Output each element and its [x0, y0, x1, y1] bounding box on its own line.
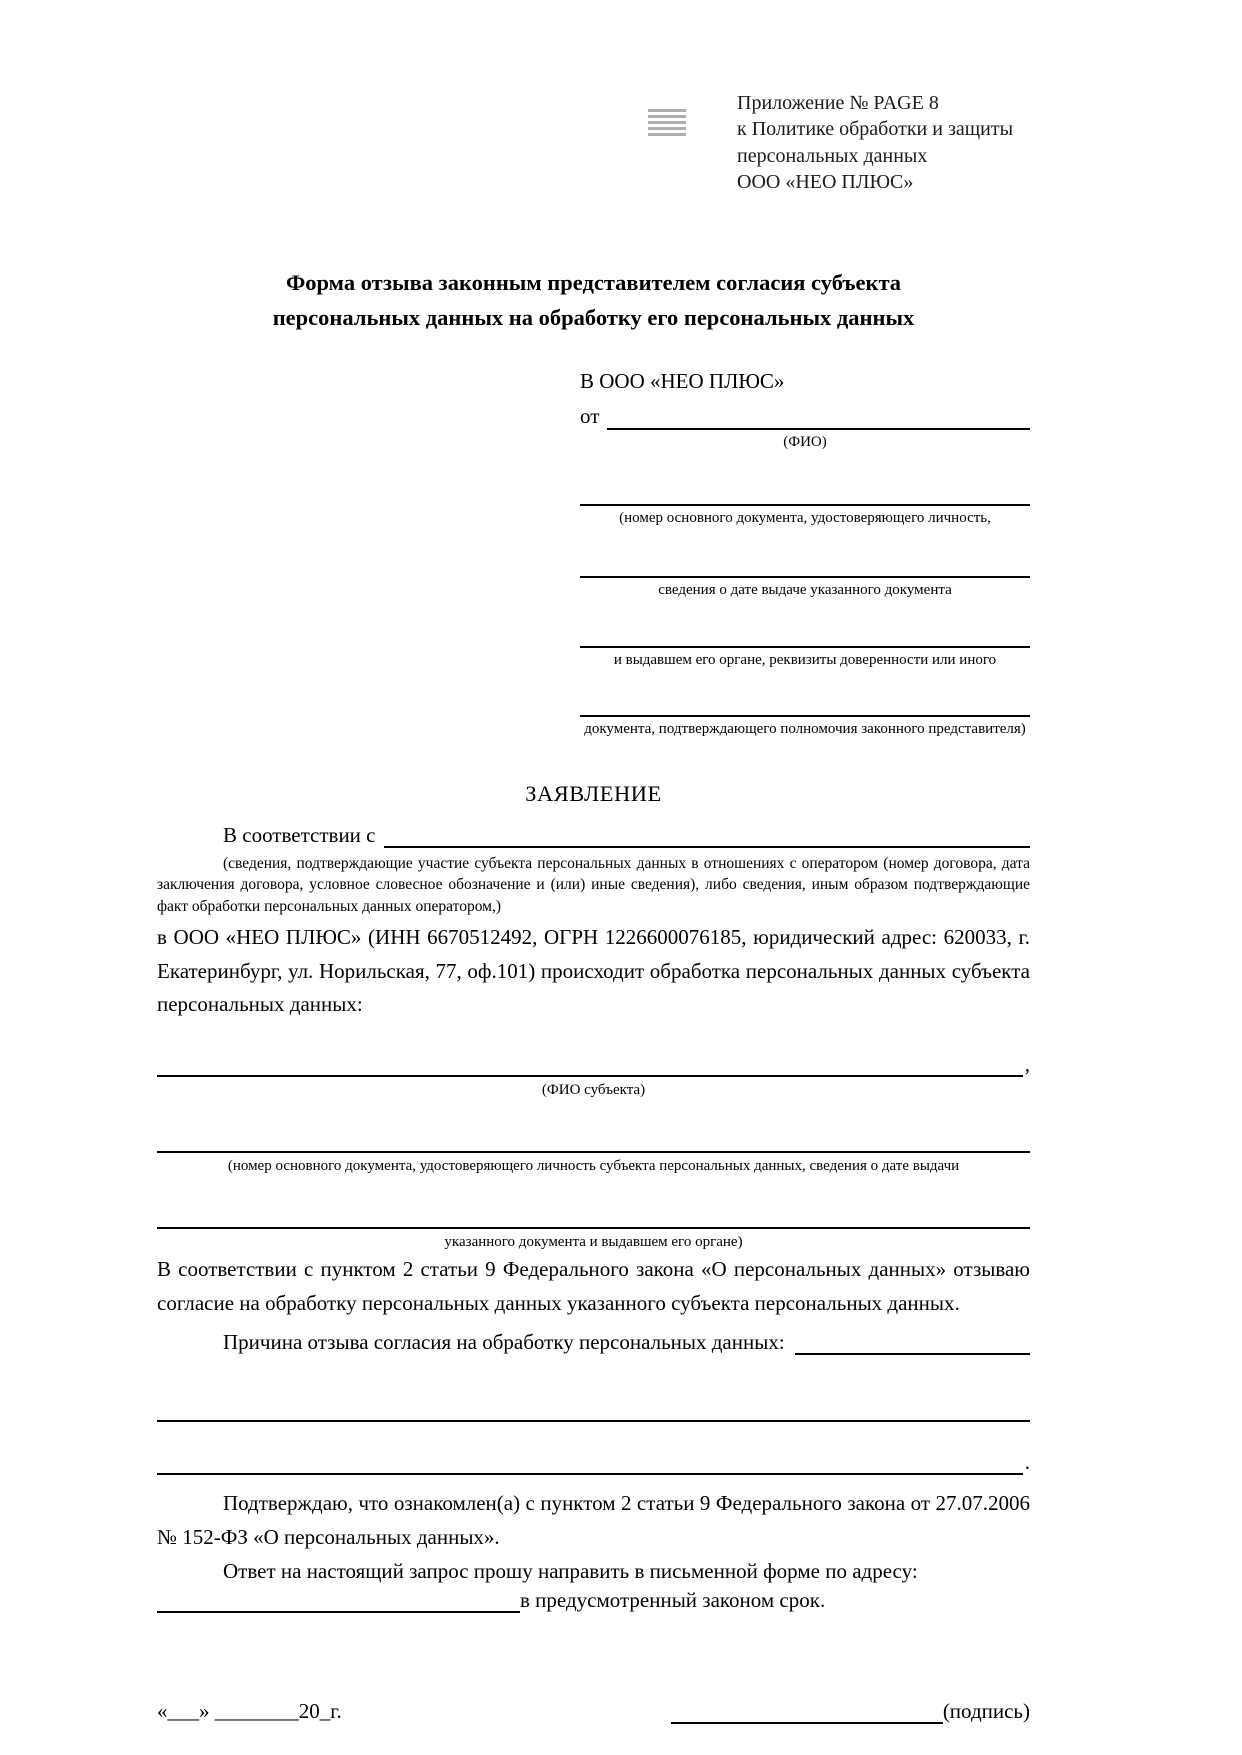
document-number-caption: (номер основного документа, удостоверяющего личность,: [619, 510, 991, 527]
reason-extra-blank-row1: [157, 1399, 1030, 1422]
signature-blank-line: [671, 1701, 943, 1724]
in-accordance-blank-line: [384, 824, 1031, 848]
fine-print-note: (сведения, подтверждающие участие субъекта персональных данных в отношениях с оператором (номер договора, дата заключения договора, условное словесное обозначение и (или) иные сведения), либо сведения, иным образом подтверждающие факт обработки персональных данных оператором,): [157, 855, 1030, 915]
document-title-line1: Форма отзыва законным представителем согласия субъекта: [285, 270, 902, 295]
from-label: от: [580, 404, 600, 429]
date-blank-text: «___» ________20_г.: [157, 1699, 342, 1724]
signature-group: [671, 1699, 1030, 1724]
blurred-field-code-icon: [648, 109, 686, 139]
subject-document-caption2: указанного документа и выдавшем его органе): [444, 1233, 743, 1250]
from-row: [580, 403, 1030, 430]
authority-document-caption: документа, подтверждающего полномочия законного представителя): [584, 721, 1026, 738]
subject-fio-caption: (ФИО субъекта): [541, 1082, 646, 1098]
reason-extra-blank-line1: [157, 1399, 1030, 1422]
reason-blank-line: [795, 1331, 1030, 1355]
in-accordance-label: В соответствии с: [223, 823, 376, 848]
subject-document-blank-row2: [157, 1206, 1030, 1229]
fio-caption: (ФИО): [783, 434, 827, 451]
reason-extra-blank-row2: [157, 1450, 1030, 1475]
signature-caption: (подпись): [942, 1699, 1030, 1724]
reply-paragraph: Ответ на настоящий запрос прошу направить в письменной форме по адресу:: [223, 1558, 918, 1583]
addressee-to: В ООО «НЕО ПЛЮС»: [580, 368, 785, 393]
reply-address-blank-line: [157, 1590, 520, 1613]
appendix-header-line: Приложение № PAGE 8: [737, 92, 939, 114]
reply-address-row: [157, 1588, 1030, 1613]
subject-fio-trailing-comma: ,: [1024, 1052, 1030, 1076]
issuing-authority-blank-line: [580, 614, 1030, 648]
footer-row: [157, 1699, 1030, 1724]
appendix-header-line: к Политике обработки и защиты: [737, 118, 1014, 141]
reason-label: Причина отзыва согласия на обработку персональных данных:: [223, 1330, 785, 1355]
subject-fio-blank-row: [157, 1052, 1030, 1077]
subject-fio-blank-line: [157, 1054, 1023, 1077]
subject-document-blank-row: [157, 1130, 1030, 1153]
appendix-header-line: ООО «НЕО ПЛЮС»: [737, 171, 914, 194]
subject-document-caption1: (номер основного документа, удостоверяющего личность субъекта персональных данных, сведения о дате выдачи: [227, 1157, 960, 1174]
reason-extra-blank-line2: [157, 1452, 1023, 1475]
authority-document-blank-line: [580, 683, 1030, 717]
subject-document-blank-line2: [157, 1206, 1030, 1229]
document-content: [157, 0, 1030, 1724]
reply-tail-text: в предусмотренный законом срок.: [520, 1588, 826, 1613]
withdraw-paragraph: В соответствии с пунктом 2 статьи 9 Федерального закона «О персональных данных» отзываю согласие на обработку персональных данных указанного субъекта персональных данных.: [157, 1257, 1030, 1315]
issue-date-caption: сведения о дате выдаче указанного документа: [658, 581, 952, 598]
addressee-block: [580, 368, 1030, 739]
appendix-header-line: персональных данных: [737, 144, 928, 167]
subject-document-blank-line: [157, 1130, 1030, 1153]
issuing-authority-caption: и выдавшем его органе, реквизиты доверенности или иного: [613, 651, 997, 668]
statement-heading: ЗАЯВЛЕНИЕ: [525, 781, 662, 807]
document-title: [157, 266, 1030, 336]
confirm-paragraph: Подтверждаю, что ознакомлен(а) с пунктом 2 статьи 9 Федерального закона от 27.07.2006 № 152-ФЗ «О персональных данных».: [157, 1491, 1030, 1550]
document-title-line2: персональных данных на обработку его персональных данных: [272, 304, 915, 330]
reason-row: [157, 1330, 1030, 1355]
document-number-blank-line: [580, 472, 1030, 506]
fio-blank-line: [607, 406, 1030, 430]
in-accordance-row: [157, 823, 1030, 848]
operator-paragraph: в ООО «НЕО ПЛЮС» (ИНН 6670512492, ОГРН 1226600076185, юридический адрес: 620033, г. Екатеринбург, ул. Норильская, 77, оф.101) происходит обработка персональных данных субъекта персональных данных:: [157, 925, 1030, 1017]
issue-date-blank-line: [580, 544, 1030, 578]
appendix-header: [737, 90, 1067, 196]
reason-trailing-period: .: [1024, 1450, 1030, 1475]
